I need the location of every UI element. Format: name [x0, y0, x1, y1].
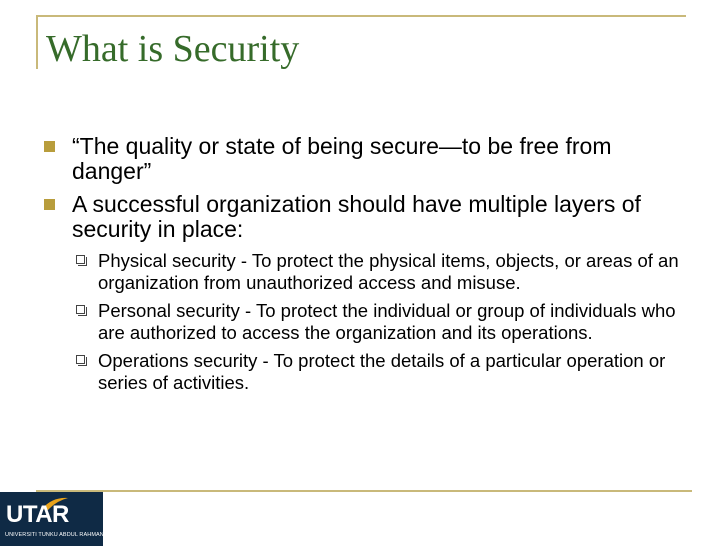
sub-bullet-item — [40, 350, 690, 394]
sub-bullet-item — [40, 300, 690, 344]
sub-bullet-text: Operations security - To protect the details of a particular operation or series of activities. — [98, 350, 666, 393]
box-bullet-icon — [76, 305, 85, 314]
square-bullet-icon — [44, 199, 55, 210]
square-bullet-icon — [44, 141, 55, 152]
bullet-item — [40, 134, 690, 184]
bottom-divider — [36, 490, 692, 492]
logo-subtitle: UNIVERSITI TUNKU ABDUL RAHMAN — [5, 532, 104, 538]
slide-body — [40, 134, 690, 400]
bullet-item — [40, 192, 690, 242]
box-bullet-icon — [76, 355, 85, 364]
sub-bullet-text: Physical security - To protect the physical items, objects, or areas of an organization from unauthorized access and misuse. — [98, 250, 679, 293]
logo-wordmark: UTAR — [6, 501, 69, 528]
left-accent-line — [36, 15, 38, 69]
top-divider — [36, 15, 686, 17]
bullet-text: A successful organization should have multiple layers of security in place: — [72, 191, 641, 242]
utar-logo — [0, 492, 103, 546]
sub-bullet-item — [40, 250, 690, 294]
sub-bullet-list — [40, 250, 690, 394]
box-bullet-icon — [76, 255, 85, 264]
sub-bullet-text: Personal security - To protect the individual or group of individuals who are authorized to access the organization and its operations. — [98, 300, 676, 343]
bullet-text: “The quality or state of being secure—to be free from danger” — [72, 133, 612, 184]
slide-title: What is Security — [46, 28, 300, 70]
